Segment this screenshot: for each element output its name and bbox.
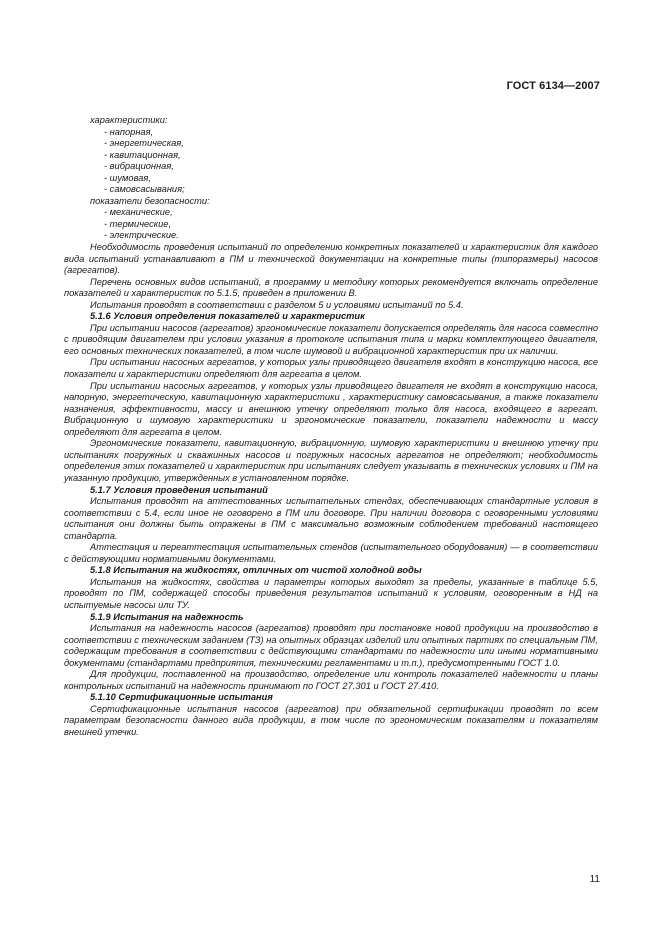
list-item: - вибрационная, (104, 161, 174, 172)
list-item: - механические, (104, 207, 173, 218)
list-item: - напорная, (104, 126, 154, 137)
document-body (64, 115, 598, 739)
paragraph: При испытании насосных агрегатов, у которых узлы приводящего двигателя не входят в конструкцию насоса, напорную, энергетическую, кавитационную характеристики , характеристику самовсасывания, а также показатели назначения, эффективности, массу и внешнюю утечку определяют только для насоса, входящего в агрегат. Вибрационную и шумовую характеристики и эргономические показатели, показатели надежности и массу определяют для агрегата в целом. (64, 380, 598, 437)
paragraph: При испытании насосов (агрегатов) эргономические показатели допускается определять для насоса совместно с приводящим двигателем при условии указания в протоколе испытания типа и марки комплектующего двигателя, его основных технических показателей, в том числе шумовой и вибрационной характеристик при их наличии. (64, 322, 598, 356)
paragraph: Эргономические показатели, кавитационную, вибрационную, шумовую характеристики и внешнюю утечку при испытаниях погружных и скважинных насосов и погружных насосных агрегатов не определяют; необходимость определения этих показателей и характеристик при испытаниях следует указывать в технических условиях и ПМ на указанную продукцию, утвержденных в установленном порядке. (64, 438, 598, 483)
section-heading: 5.1.8 Испытания на жидкостях, отличных от чистой холодной воды (90, 565, 422, 576)
list-item: - кавитационная, (104, 149, 181, 160)
paragraph: Необходимость проведения испытаний по определению конкретных показателей и характеристик для каждого вида испытаний устанавливают в ПМ и технической документации на конкретные типы (типоразмеры) насосов (агрегатов). (64, 242, 598, 276)
paragraph: Для продукции, поставленной на производство, определение или контроль показателей надежности и планы контрольных испытаний на надежность принимают по ГОСТ 27.301 и ГОСТ 27.410. (64, 669, 598, 691)
paragraph: показатели безопасности: (90, 195, 210, 206)
paragraph: Испытания проводят в соответствии с разделом 5 и условиями испытаний по 5.4. (90, 299, 464, 310)
list-item: - электрические. (104, 230, 179, 241)
paragraph: При испытании насосных агрегатов, у которых узлы приводящего двигателя входят в конструкцию насоса, все показатели и характеристики определяют для агрегата в целом. (64, 357, 598, 380)
section-heading: 5.1.6 Условия определения показателей и характеристик (90, 311, 365, 322)
section-heading: 5.1.7 Условия проведения испытаний (90, 484, 268, 495)
paragraph: Испытания на жидкостях, свойства и параметры которых выходят за пределы, указанные в таблице 5.5, проводят по ПМ, содержащей способы приведения результатов испытаний к условиям, оговоренным в НД на испытуемые насосы или ТУ. (64, 576, 598, 610)
paragraph: Аттестация и переаттестация испытательных стендов (испытательного оборудования) — в соответствии с действующими нормативными документами. (64, 542, 598, 564)
page-number: 11 (589, 874, 600, 885)
list-item: - энергетическая, (104, 138, 184, 149)
list-item: - шумовая, (104, 172, 151, 183)
section-heading: 5.1.10 Сертификационные испытания (90, 692, 273, 703)
document-code-header: ГОСТ 6134—2007 (506, 80, 600, 92)
paragraph: Перечень основных видов испытаний, в программу и методику которых рекомендуется включать определение показателей и характеристик по 5.1.5, приведен в приложении В. (64, 276, 598, 299)
list-item: - самовсасывания; (104, 184, 185, 195)
paragraph: Испытания на надежность насосов (агрегатов) проводят при постановке новой продукции на производство в соответствии с техническим заданием (ТЗ) на опытных образцах изделий или опытных партиях по специальным ПМ, содержащим требования в соответствии с действующими стандартами по надежности или иными нормативными документами (стандартами предприятия, техническими регламентами и т.п.), предусмотренными ГОСТ 1.0. (64, 623, 598, 668)
paragraph: Испытания проводят на аттестованных испытательных стендах, обеспечивающих стандартные условия в соответствии с 5.4, если иное не оговорено в ПМ или договоре. При наличии договора с оговоренными условиями испытания они должны быть отражены в ПМ с максимально возможным соблюдением требований настоящего стандарта. (64, 496, 598, 541)
list-item: - термические, (104, 218, 172, 229)
paragraph: характеристики: (90, 115, 168, 125)
section-heading: 5.1.9 Испытания на надежность (90, 611, 244, 622)
paragraph: Сертификационные испытания насосов (агрегатов) при обязательной сертификации проводят по всем параметрам безопасности данного вида продукции, в том числе по эргономическим показателям и показателям внешней утечки. (64, 703, 598, 737)
